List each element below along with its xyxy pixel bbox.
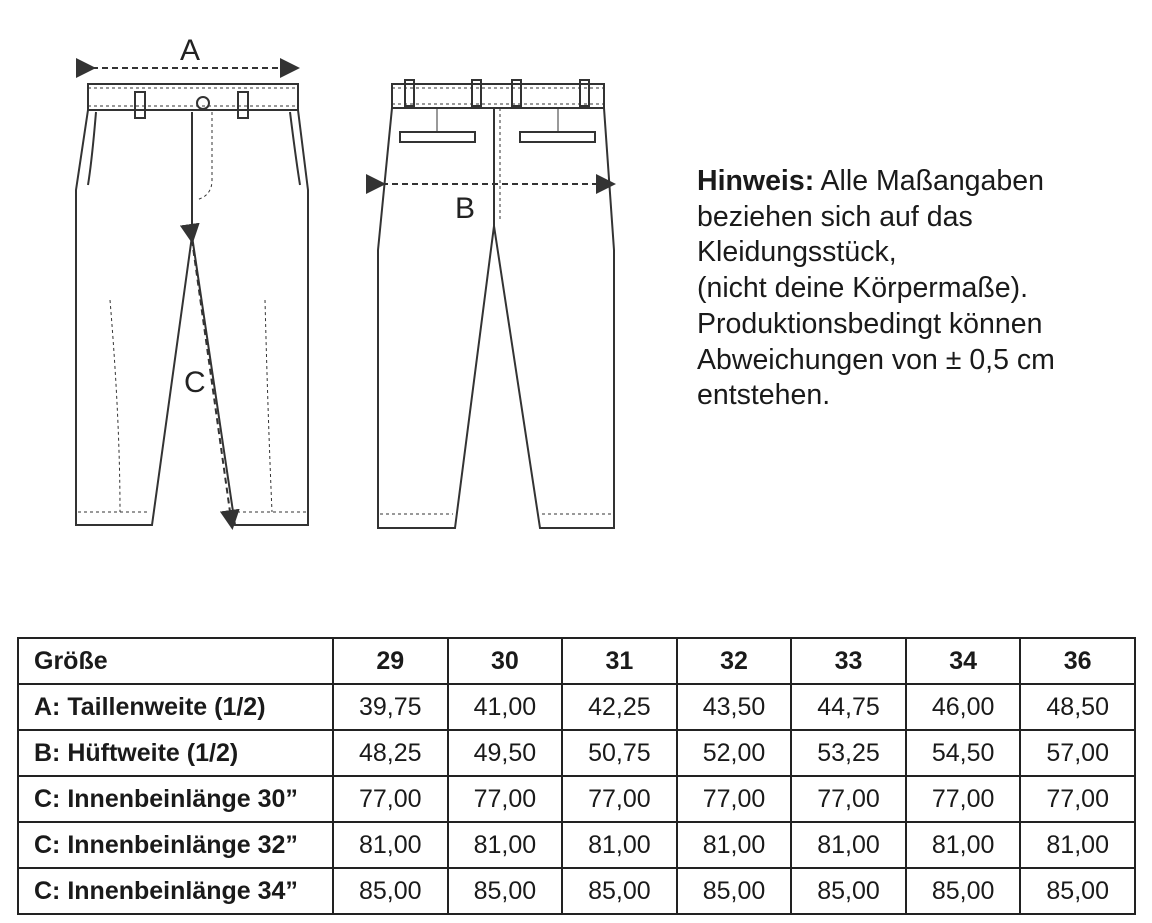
table-cell: 85,00 [791,868,906,914]
table-cell: 81,00 [791,822,906,868]
table-cell: 41,00 [448,684,563,730]
header-cell: 29 [333,638,448,684]
table-cell: 77,00 [1020,776,1135,822]
table-row [18,684,1135,730]
dimension-b-label: B [455,192,476,225]
note-line-5: Produktionsbedingt können [697,307,1043,340]
table-cell: 53,25 [791,730,906,776]
table-cell: 50,75 [562,730,677,776]
table-cell: 48,50 [1020,684,1135,730]
table-cell: 81,00 [448,822,563,868]
table-header-row [18,638,1135,684]
table-cell: 54,50 [906,730,1021,776]
note-heading: Hinweis: [697,165,815,197]
row-label: B: Hüftweite (1/2) [18,730,333,776]
back-view [378,80,614,528]
table-cell: 44,75 [791,684,906,730]
header-cell: 33 [791,638,906,684]
table-cell: 43,50 [677,684,792,730]
table-cell: 77,00 [906,776,1021,822]
note-line-2: beziehen sich auf das [697,200,973,233]
table-cell: 42,25 [562,684,677,730]
trousers-diagram [0,0,680,560]
table-cell: 48,25 [333,730,448,776]
note-line-4: (nicht deine Körpermaße). [697,272,1029,305]
table-cell: 81,00 [562,822,677,868]
table-cell: 49,50 [448,730,563,776]
table-cell: 81,00 [1020,822,1135,868]
table-row [18,730,1135,776]
table-cell: 85,00 [562,868,677,914]
table-cell: 57,00 [1020,730,1135,776]
header-cell: 34 [906,638,1021,684]
note-line-7: entstehen. [697,379,831,412]
table-cell: 85,00 [333,868,448,914]
table-cell: 77,00 [791,776,906,822]
header-cell: 32 [677,638,792,684]
table-cell: 85,00 [906,868,1021,914]
note-line-6: Abweichungen von ± 0,5 cm [697,343,1055,376]
header-cell: 36 [1020,638,1135,684]
row-label: C: Innenbeinlänge 34” [18,868,333,914]
table-row [18,776,1135,822]
size-table [17,637,1136,915]
table-cell: 85,00 [1020,868,1135,914]
table-cell: 77,00 [677,776,792,822]
table-cell: 39,75 [333,684,448,730]
table-cell: 77,00 [333,776,448,822]
front-view [76,84,308,525]
table-cell: 77,00 [448,776,563,822]
note-line-1-text: Alle Maßangaben [814,165,1044,197]
header-cell: Größe [18,638,333,684]
note-line-1 [697,164,1137,200]
table-cell: 81,00 [906,822,1021,868]
table-row [18,822,1135,868]
row-label: C: Innenbeinlänge 32” [18,822,333,868]
table-cell: 46,00 [906,684,1021,730]
measurement-note [697,164,1137,414]
dimension-c-label: C [184,366,206,399]
note-line-3: Kleidungsstück, [697,236,897,269]
header-cell: 31 [562,638,677,684]
table-cell: 85,00 [448,868,563,914]
table-cell: 81,00 [677,822,792,868]
dimension-a-label: A [180,34,201,67]
table-cell: 52,00 [677,730,792,776]
table-cell: 77,00 [562,776,677,822]
table-cell: 85,00 [677,868,792,914]
row-label: C: Innenbeinlänge 30” [18,776,333,822]
table-row [18,868,1135,914]
table-cell: 81,00 [333,822,448,868]
header-cell: 30 [448,638,563,684]
row-label: A: Taillenweite (1/2) [18,684,333,730]
